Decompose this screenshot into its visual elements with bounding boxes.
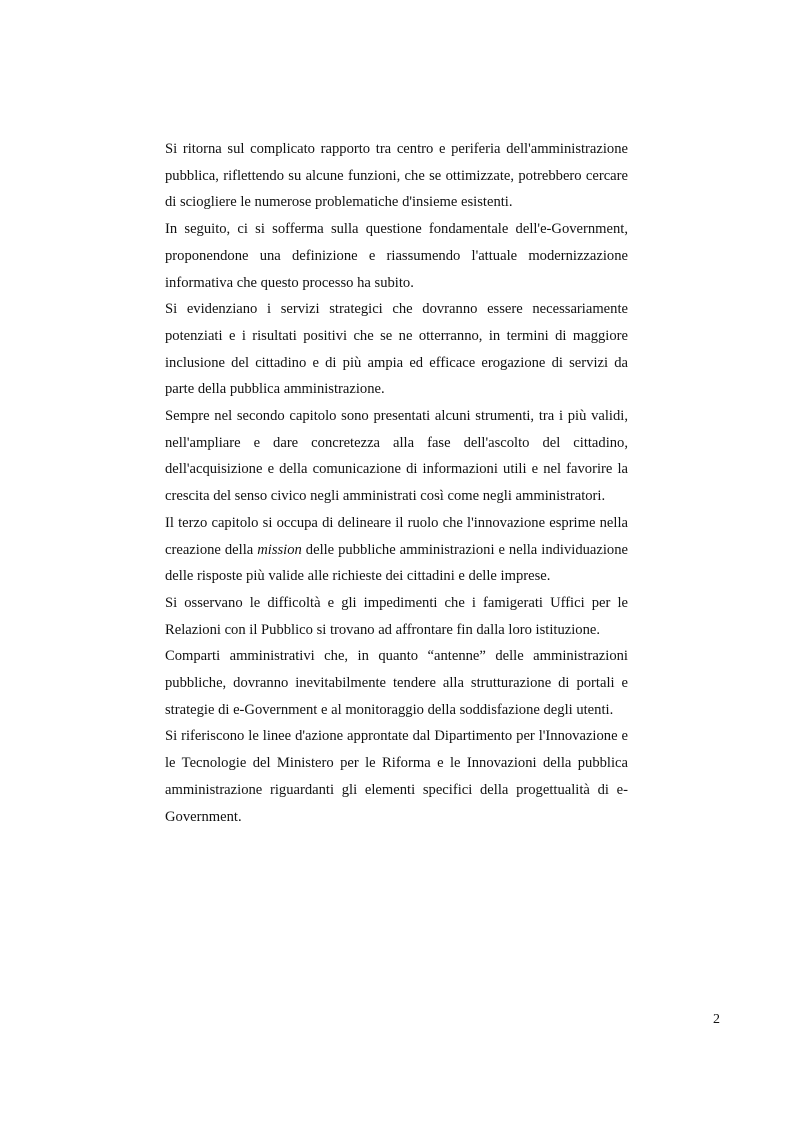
paragraph-3: Si evidenziano i servizi strategici che dovranno essere necessariamente potenziati e i risultati positivi che se ne otterranno, in termini di maggiore inclusione del cittadino e di più ampia ed efficace erogazione di servizi da parte della pubblica amministrazione. <box>165 301 628 398</box>
paragraph-4: Sempre nel secondo capitolo sono presentati alcuni strumenti, tra i più validi, nell'ampliare e dare concretezza alla fase dell'ascolto del cittadino, dell'acquisizione e della comunicazione di informazioni utili e nel favorire la crescita del senso civico negli amministrati così come negli amministratori. <box>165 408 628 505</box>
paragraph-5-before: Il terzo capitolo si occupa di delineare il ruolo che l'innovazione esprime nella creazione della <box>165 514 628 558</box>
body-text <box>165 136 628 830</box>
paragraph-7: Comparti amministrativi che, in quanto “antenne” delle amministrazioni pubbliche, dovranno inevitabilmente tendere alla strutturazione di portali e strategie di e-Government e al monitoraggio della soddisfazione degli utenti. <box>165 648 628 718</box>
paragraph-1: Si ritorna sul complicato rapporto tra centro e periferia dell'amministrazione pubblica, riflettendo su alcune funzioni, che se ottimizzate, potrebbero cercare di sciogliere le numerose problematiche d'insieme esistenti. <box>165 141 628 211</box>
paragraph-6: Si osservano le difficoltà e gli impedimenti che i famigerati Uffici per le Relazioni con il Pubblico si trovano ad affrontare fin dalla loro istituzione. <box>165 594 628 638</box>
paragraph-5-after: delle pubbliche amministrazioni e nella individuazione delle risposte più valide alle richieste dei cittadini e delle imprese. <box>165 541 628 585</box>
paragraph-5 <box>165 510 628 590</box>
paragraph-2: In seguito, ci si sofferma sulla questione fondamentale dell'e-Government, proponendone una definizione e riassumendo l'attuale modernizzazione informativa che questo processo ha subito. <box>165 221 628 291</box>
page-number: 2 <box>713 1012 720 1027</box>
mission-emphasis: mission <box>257 541 302 558</box>
paragraph-8: Si riferiscono le linee d'azione approntate dal Dipartimento per l'Innovazione e le Tecnologie del Ministero per le Riforma e le Innovazioni della pubblica amministrazione riguardanti gli elementi specifici della progettualità di e-Government. <box>165 728 628 825</box>
